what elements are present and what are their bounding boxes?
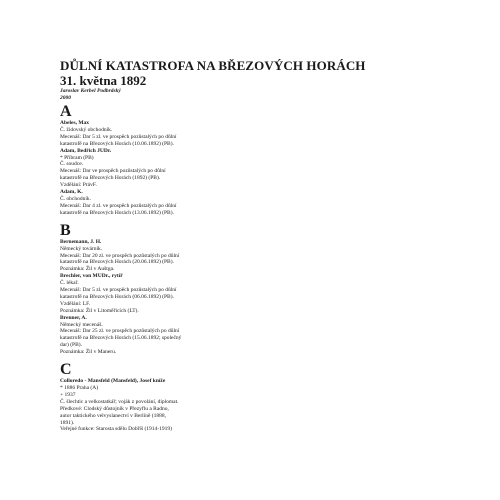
entry-text: Mecenáš: Dar 25 zl. ve prospěch pozůstalých po důlní: [60, 328, 180, 335]
section-letter: A: [60, 103, 72, 120]
entry-text: Poznámka: Žil v Litoměřicích (LT).: [60, 307, 139, 314]
entry-text: Vzdělání: PrávF.: [60, 182, 97, 189]
entry-name: Brechler, von MUDr., rytíř: [60, 273, 123, 280]
entry-text: 1891).: [60, 419, 75, 426]
entry-text: dar) (PB).: [60, 342, 82, 349]
entry-name: Adam, K.: [60, 189, 83, 196]
entry-text: katastrofě na Březových Horách (10.06.1892) (PB).: [60, 140, 174, 147]
entry-text: katastrofě na Březových Horách (20.06.1892) (PB).: [60, 259, 174, 266]
entry-text: Mecenáš: Dar 5 zl. ve prospěch pozůstalých po důlní: [60, 287, 177, 294]
entry-text: katastrofě na Březových Horách (06.06.1892) (PB).: [60, 293, 174, 300]
entry-text: Německý továrník.: [60, 245, 103, 252]
entry-text: Německý mecenáš.: [60, 321, 103, 328]
entry-text: * 1886 Praha (A): [60, 385, 99, 391]
section-gap: [60, 356, 460, 360]
entry-text: Mecenáš: Dar 20 zl. ve prospěch pozůstalých po důlní: [60, 252, 180, 259]
entry-text: autor taktického velvyslanectví v Berlíně (1888,: [60, 412, 166, 419]
entry-text: Veřejné funkce: Starosta sdělu Dobříš (1914-1919): [60, 426, 172, 433]
entry-text: * Příbram (PB): [60, 154, 94, 161]
entry-name: Brenner, A.: [60, 314, 87, 321]
document-year: 2000: [60, 95, 71, 101]
document-author: Jaroslav Kerbel Podbrdský: [60, 88, 121, 94]
entry-text: Č. soudce.: [60, 161, 84, 168]
entry-text: Č. šlechtic a velkostatkář; voják z povolání, diplomat.: [60, 398, 179, 405]
entry-name: Colloredo - Mansfeld (Mansfeld), Josef kníže: [60, 378, 166, 385]
entry-text: Mecenáš: Dar ve prospěch pozůstalých po důlní: [60, 168, 166, 175]
entry-text: katastrofě na Březových Horách (1892) (PB).: [60, 175, 161, 182]
entry-text: Č. obchodník.: [60, 195, 92, 202]
entry-text: Předkové: Clodský důstojník v Přezyflu a Radno,: [60, 405, 169, 412]
document-page: [60, 58, 460, 433]
entry-text: katastrofě na Březových Horách (13.06.1892) (PB).: [60, 209, 174, 216]
section-letter: C: [60, 361, 72, 379]
entry-text: katastrofě na Březových Horách (15.06.1892; společný: [60, 335, 182, 342]
entry-text: Poznámka: Žil v Maneru.: [60, 349, 117, 356]
section-gap: [60, 217, 460, 221]
document-title: DŮLNÍ KATASTROFA NA BŘEZOVÝCH HORÁCH: [60, 58, 366, 73]
entry-text: Poznámka: Žil v Auštga.: [60, 266, 115, 273]
entry-text: Mecenáš: Dar 4 zl. ve prospěch pozůstalých po důlní: [60, 202, 177, 209]
entry-name: Bernemann, J. H.: [60, 238, 102, 245]
sections-container: [60, 104, 460, 433]
section-letter: B: [60, 221, 71, 239]
entry-text: + 1937: [60, 391, 76, 398]
entry-text: Č. židovský obchodník.: [60, 126, 113, 133]
entry-text: Vzdělání: LF.: [60, 300, 91, 307]
document-date: 31. května 1892: [60, 73, 147, 88]
entry-text: Mecenáš: Dar 5 zl. ve prospěch pozůstalých po důlní: [60, 133, 177, 140]
entry-name: Abeles, Max: [60, 120, 90, 126]
entry-text: Č. lékař.: [60, 280, 79, 287]
entry-name: Adam, Bedřich JUDr.: [60, 147, 112, 154]
